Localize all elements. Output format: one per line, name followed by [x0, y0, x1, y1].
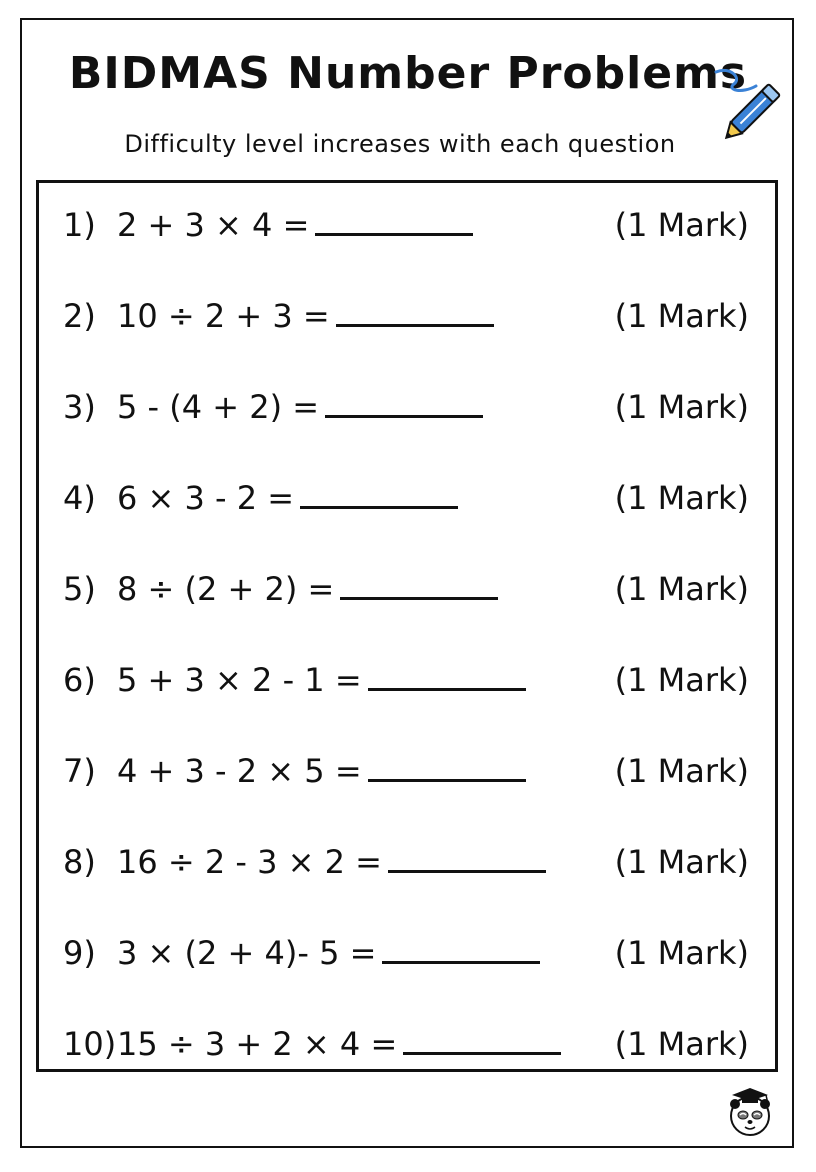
answer-blank[interactable]	[388, 844, 546, 873]
question-number: 2)	[63, 297, 96, 335]
question-mark-value: (1 Mark)	[614, 1025, 749, 1063]
expression-text: 8 ÷ (2 + 2) =	[117, 570, 335, 608]
answer-blank[interactable]	[325, 389, 483, 418]
question-number: 3)	[63, 388, 96, 426]
question-expression	[117, 476, 458, 520]
question-mark-value: (1 Mark)	[614, 297, 749, 335]
expression-text: 5 - (4 + 2) =	[117, 388, 320, 426]
expression-text: 5 + 3 × 2 - 1 =	[117, 661, 362, 699]
question-expression	[117, 658, 526, 702]
expression-text: 3 × (2 + 4)- 5 =	[117, 934, 377, 972]
question-expression	[117, 567, 498, 611]
question-row	[39, 468, 775, 528]
question-number: 9)	[63, 934, 96, 972]
question-row	[39, 286, 775, 346]
expression-text: 2 + 3 × 4 =	[117, 206, 310, 244]
answer-blank[interactable]	[340, 571, 498, 600]
question-expression	[117, 931, 540, 975]
expression-text: 6 × 3 - 2 =	[117, 479, 295, 517]
question-expression	[117, 749, 526, 793]
question-row	[39, 559, 775, 619]
question-expression	[117, 1022, 561, 1066]
question-mark-value: (1 Mark)	[614, 479, 749, 517]
question-row	[39, 741, 775, 801]
question-number: 1)	[63, 206, 96, 244]
expression-text: 4 + 3 - 2 × 5 =	[117, 752, 362, 790]
question-row	[39, 832, 775, 892]
expression-text: 10 ÷ 2 + 3 =	[117, 297, 330, 335]
question-row	[39, 923, 775, 983]
question-expression	[117, 294, 494, 338]
answer-blank[interactable]	[300, 480, 458, 509]
question-mark-value: (1 Mark)	[614, 570, 749, 608]
question-expression	[117, 840, 546, 884]
question-mark-value: (1 Mark)	[614, 934, 749, 972]
answer-blank[interactable]	[368, 662, 526, 691]
expression-text: 16 ÷ 2 - 3 × 2 =	[117, 843, 382, 881]
question-number: 4)	[63, 479, 96, 517]
answer-blank[interactable]	[368, 753, 526, 782]
question-number: 8)	[63, 843, 96, 881]
answer-blank[interactable]	[382, 935, 540, 964]
page-subtitle: Difficulty level increases with each question	[124, 130, 676, 158]
question-mark-value: (1 Mark)	[614, 206, 749, 244]
question-number: 10)	[63, 1025, 117, 1063]
question-expression	[117, 203, 473, 247]
panda-graduate-icon	[724, 1086, 776, 1138]
question-expression	[117, 385, 483, 429]
question-number: 7)	[63, 752, 96, 790]
question-mark-value: (1 Mark)	[614, 843, 749, 881]
question-mark-value: (1 Mark)	[614, 752, 749, 790]
question-mark-value: (1 Mark)	[614, 388, 749, 426]
question-number: 6)	[63, 661, 96, 699]
answer-blank[interactable]	[403, 1026, 561, 1055]
question-row	[39, 377, 775, 437]
expression-text: 15 ÷ 3 + 2 × 4 =	[117, 1025, 398, 1063]
question-mark-value: (1 Mark)	[614, 661, 749, 699]
question-box	[36, 180, 778, 1072]
page-title: BIDMAS Number Problems	[68, 48, 748, 99]
answer-blank[interactable]	[315, 207, 473, 236]
answer-blank[interactable]	[336, 298, 494, 327]
question-row	[39, 650, 775, 710]
question-row	[39, 195, 775, 255]
question-row	[39, 1014, 775, 1074]
question-number: 5)	[63, 570, 96, 608]
